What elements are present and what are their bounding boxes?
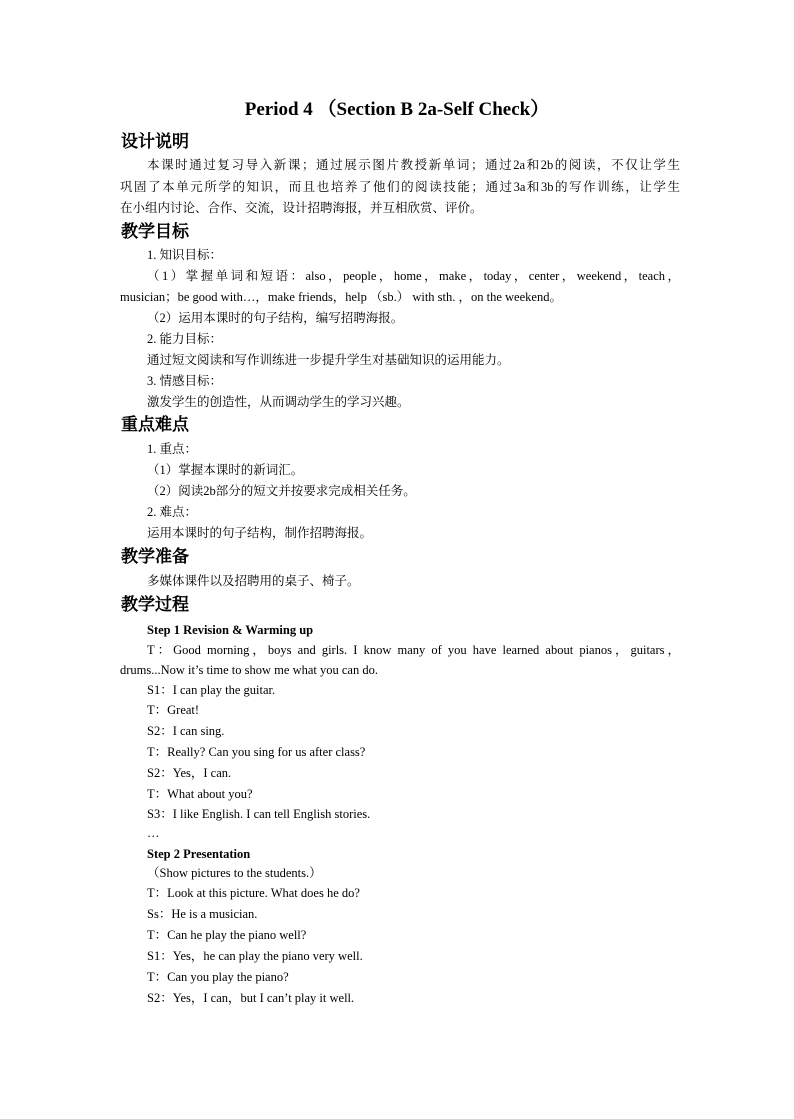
heading-design: 设计说明 <box>121 132 189 152</box>
step1-line: S2：I can sing. <box>147 724 225 738</box>
goals-line: musician；be good with…，make friends，help （sb.） with sth. ，on the weekend。 <box>120 290 562 304</box>
goals-line: 激发学生的创造性，从而调动学生的学习兴趣。 <box>147 395 410 409</box>
keypoints-line: （1）掌握本课时的新词汇。 <box>147 463 304 477</box>
heading-goals: 教学目标 <box>121 222 189 242</box>
goals-line: （1）掌握单词和短语：also，people，home，make，today，center，weekend，teach， <box>147 269 680 283</box>
keypoints-line: 2. 难点： <box>147 505 198 519</box>
goals-line: （2）运用本课时的句子结构，编写招聘海报。 <box>147 311 404 325</box>
step1-line: … <box>147 826 160 840</box>
keypoints-line: 运用本课时的句子结构，制作招聘海报。 <box>147 526 373 540</box>
heading-prep: 教学准备 <box>121 547 189 567</box>
keypoints-line: （2）阅读2b部分的短文并按要求完成相关任务。 <box>147 484 416 498</box>
keypoints-line: 1. 重点： <box>147 442 198 456</box>
step1-line: T：Really? Can you sing for us after class? <box>147 745 366 759</box>
heading-keypoints: 重点难点 <box>121 415 189 435</box>
design-line: 巩固了本单元所学的知识，而且也培养了他们的阅读技能；通过3a和3b的写作训练，让学生 <box>120 180 680 194</box>
step2-heading: Step 2 Presentation <box>147 847 251 861</box>
step2-line: T：Can he play the piano well? <box>147 928 307 942</box>
goals-line: 3. 情感目标： <box>147 374 223 388</box>
step2-line: T：Can you play the piano? <box>147 970 289 984</box>
page-title: Period 4 （Section B 2a-Self Check） <box>244 99 550 120</box>
step2-line: （Show pictures to the students.） <box>147 866 322 880</box>
step1-line: S3：I like English. I can tell English stories. <box>147 807 371 821</box>
design-line: 本课时通过复习导入新课；通过展示图片教授新单词；通过2a和2b的阅读，不仅让学生 <box>147 158 680 172</box>
goals-line: 1. 知识目标： <box>147 248 223 262</box>
goals-line: 通过短文阅读和写作训练进一步提升学生对基础知识的运用能力。 <box>147 353 510 367</box>
step2-line: T：Look at this picture. What does he do? <box>147 886 360 900</box>
prep-line: 多媒体课件以及招聘用的桌子、椅子。 <box>147 574 360 588</box>
step1-line: T：Great! <box>147 703 200 717</box>
step1-line: T：What about you? <box>147 787 253 801</box>
step2-line: Ss：He is a musician. <box>147 907 258 921</box>
step1-heading: Step 1 Revision & Warming up <box>147 623 314 637</box>
design-line: 在小组内讨论、合作、交流，设计招聘海报，并互相欣赏、评价。 <box>120 201 483 215</box>
step2-line: S1：Yes，he can play the piano very well. <box>147 949 363 963</box>
goals-line: 2. 能力目标： <box>147 332 223 346</box>
step1-line: S1：I can play the guitar. <box>147 683 276 697</box>
step1-line: S2：Yes，I can. <box>147 766 232 780</box>
step1-line: drums...Now it’s time to show me what you can do. <box>120 663 378 677</box>
step2-line: S2：Yes，I can，but I can’t play it well. <box>147 991 355 1005</box>
heading-process: 教学过程 <box>121 595 189 615</box>
step1-line: T：Good morning，boys and girls. I know many of you have learned about pianos，guitars， <box>147 643 680 657</box>
